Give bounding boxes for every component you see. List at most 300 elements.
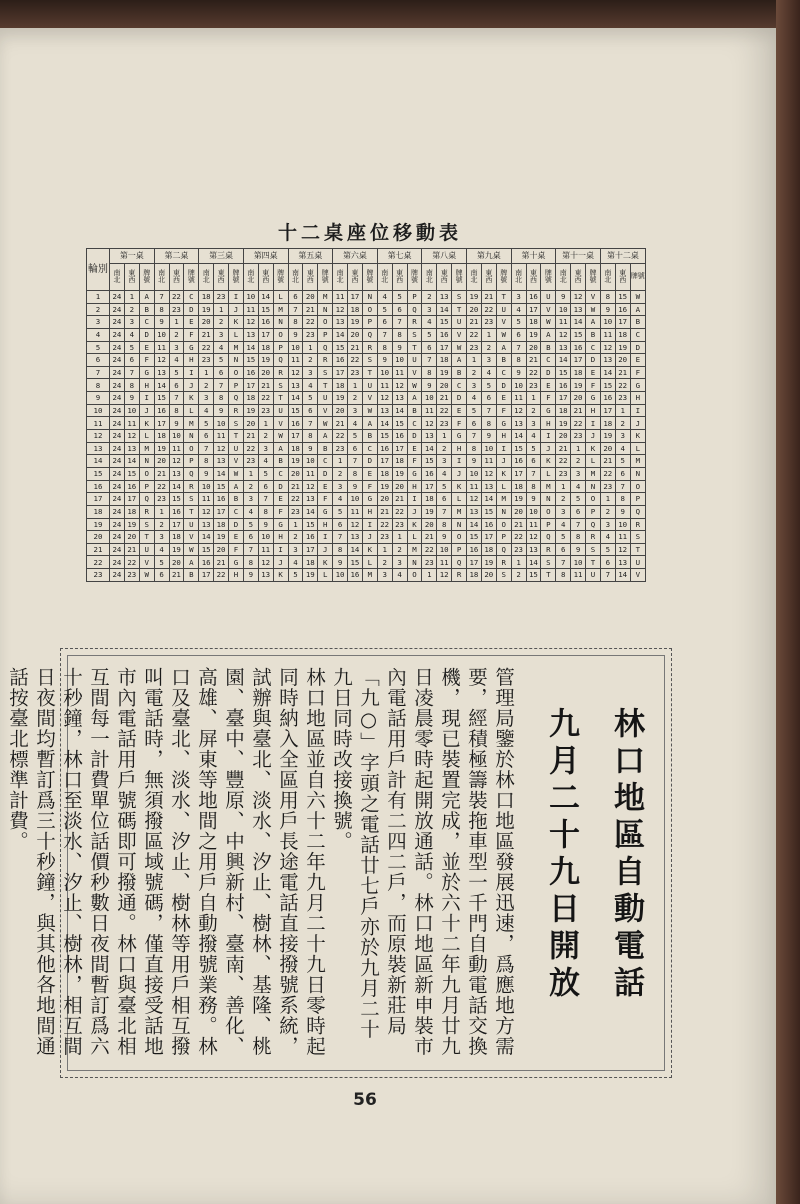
table-cell: S bbox=[139, 518, 154, 531]
table-cell: W bbox=[139, 569, 154, 582]
table-cell: B bbox=[318, 442, 333, 455]
table-cell: 22 bbox=[511, 531, 526, 544]
table-cell: I bbox=[541, 430, 556, 443]
table-cell: B bbox=[630, 316, 645, 329]
table-group-header: 第四桌 bbox=[243, 249, 288, 264]
table-cell: 22 bbox=[214, 569, 229, 582]
table-cell: L bbox=[541, 467, 556, 480]
table-cell: 4 bbox=[199, 404, 214, 417]
table-cell: S bbox=[630, 531, 645, 544]
table-cell: 3 bbox=[154, 531, 169, 544]
table-cell: 23 bbox=[258, 404, 273, 417]
table-cell: 16 bbox=[377, 442, 392, 455]
table-cell: U bbox=[229, 442, 244, 455]
table-cell: 11 bbox=[481, 455, 496, 468]
table-group-header: 第十桌 bbox=[511, 249, 556, 264]
table-cell: Q bbox=[184, 467, 199, 480]
table-cell: 5 bbox=[511, 316, 526, 329]
table-cell: S bbox=[496, 569, 511, 582]
table-cell: 17 bbox=[437, 341, 452, 354]
table-cell: 7 bbox=[392, 316, 407, 329]
table-cell: 9 bbox=[392, 341, 407, 354]
table-cell: Q bbox=[407, 303, 422, 316]
table-cell: 1 bbox=[571, 442, 586, 455]
table-cell: 8 bbox=[556, 569, 571, 582]
table-cell: U bbox=[273, 404, 288, 417]
table-cell: 16 bbox=[124, 480, 139, 493]
table-cell: D bbox=[541, 366, 556, 379]
table-cell: 12 bbox=[243, 316, 258, 329]
table-cell: 14 bbox=[511, 430, 526, 443]
table-cell: 11 bbox=[169, 442, 184, 455]
table-cell: 4 bbox=[258, 455, 273, 468]
table-cell: F bbox=[273, 505, 288, 518]
table-cell: 12 bbox=[467, 493, 482, 506]
table-cell: 21 bbox=[154, 467, 169, 480]
table-cell: 13 bbox=[526, 543, 541, 556]
table-cell: 1 bbox=[600, 493, 615, 506]
table-cell: 19 bbox=[288, 455, 303, 468]
table-cell: I bbox=[496, 442, 511, 455]
table-cell: 2 bbox=[169, 328, 184, 341]
table-cell: W bbox=[452, 341, 467, 354]
table-cell: M bbox=[184, 417, 199, 430]
table-cell: B bbox=[362, 430, 377, 443]
table-cell: 4 bbox=[124, 328, 139, 341]
table-cell: 19 bbox=[600, 430, 615, 443]
table-cell: 12 bbox=[481, 467, 496, 480]
table-cell: W bbox=[496, 328, 511, 341]
table-cell: 8 bbox=[303, 430, 318, 443]
table-row bbox=[87, 467, 646, 480]
table-cell: 21 bbox=[437, 392, 452, 405]
table-cell: 18 bbox=[214, 518, 229, 531]
table-cell: 3 bbox=[526, 417, 541, 430]
table-cell: W bbox=[362, 404, 377, 417]
table-cell: 3 bbox=[467, 379, 482, 392]
table-cell: 20 bbox=[169, 556, 184, 569]
table-cell: 20 bbox=[481, 569, 496, 582]
table-cell: H bbox=[362, 505, 377, 518]
table-cell: L bbox=[407, 531, 422, 544]
table-cell: W bbox=[586, 303, 601, 316]
table-cell: 6 bbox=[303, 404, 318, 417]
headline-line-1: 林口地區自動電話 bbox=[608, 707, 644, 1003]
table-cell: 23 bbox=[467, 341, 482, 354]
table-cell: 16 bbox=[600, 392, 615, 405]
table-cell: 11 bbox=[467, 480, 482, 493]
table-cell: 2 bbox=[303, 354, 318, 367]
table-cell: F bbox=[630, 366, 645, 379]
table-cell: 6 bbox=[392, 303, 407, 316]
table-cell: 14 bbox=[288, 392, 303, 405]
table-cell: 7 bbox=[124, 366, 139, 379]
table-cell: 5 bbox=[303, 392, 318, 405]
table-row bbox=[87, 291, 646, 304]
table-cell: W bbox=[630, 291, 645, 304]
table-cell: J bbox=[273, 556, 288, 569]
table-cell: 23 bbox=[348, 366, 363, 379]
table-sub-header: 東西 bbox=[169, 264, 184, 291]
table-cell: 23 bbox=[377, 531, 392, 544]
table-cell: 12 bbox=[288, 366, 303, 379]
table-cell: 7 bbox=[481, 404, 496, 417]
table-cell: 10 bbox=[303, 455, 318, 468]
table-row bbox=[87, 328, 646, 341]
table-cell: 10 bbox=[422, 392, 437, 405]
table-cell: 21 bbox=[511, 518, 526, 531]
table-cell: 11 bbox=[348, 505, 363, 518]
table-cell: K bbox=[318, 556, 333, 569]
table-cell: 3 bbox=[511, 291, 526, 304]
table-cell: 18 bbox=[467, 569, 482, 582]
table-cell: G bbox=[184, 341, 199, 354]
table-cell: F bbox=[139, 354, 154, 367]
table-cell: O bbox=[229, 366, 244, 379]
table-cell: 3 bbox=[303, 366, 318, 379]
table-cell: 2 bbox=[243, 480, 258, 493]
table-cell: 15 bbox=[288, 404, 303, 417]
table-sub-header: 東西 bbox=[124, 264, 139, 291]
table-cell: 10 bbox=[199, 480, 214, 493]
round-number-cell: 6 bbox=[87, 354, 110, 367]
table-sub-header: 牌號 bbox=[318, 264, 333, 291]
table-cell: 20 bbox=[288, 467, 303, 480]
table-cell: 15 bbox=[333, 341, 348, 354]
table-cell: 11 bbox=[333, 291, 348, 304]
table-sub-header: 南北 bbox=[333, 264, 348, 291]
table-cell: 11 bbox=[422, 404, 437, 417]
table-row bbox=[87, 404, 646, 417]
table-cell: 10 bbox=[258, 531, 273, 544]
round-number-cell: 10 bbox=[87, 404, 110, 417]
table-cell: 23 bbox=[214, 291, 229, 304]
table-cell: 6 bbox=[154, 569, 169, 582]
table-cell: E bbox=[452, 404, 467, 417]
table-cell: 5 bbox=[615, 455, 630, 468]
table-cell: R bbox=[229, 404, 244, 417]
table-cell: M bbox=[496, 493, 511, 506]
table-cell: C bbox=[407, 417, 422, 430]
table-cell: 3 bbox=[422, 303, 437, 316]
table-cell: V bbox=[273, 417, 288, 430]
table-cell: 2 bbox=[214, 316, 229, 329]
article-paragraph-1: 管理局鑒於林口地區發展迅速，爲應地方需要，經積極籌裝拖車型一千門自動電話交換機，現已裝置完成，並於六十二年九月廿九日凌晨零時起開放通話。林口地區新申裝市內電話用戶計有二四二戶，而原裝新莊局「九○」字頭之電話廿七戶亦於九月二十九日同時改接換號。 bbox=[330, 667, 515, 1057]
table-cell: 12 bbox=[199, 505, 214, 518]
table-cell: V bbox=[630, 569, 645, 582]
table-cell: 17 bbox=[392, 442, 407, 455]
table-cell: 19 bbox=[467, 291, 482, 304]
table-cell: E bbox=[541, 379, 556, 392]
table-cell: 12 bbox=[377, 392, 392, 405]
table-cell: 5 bbox=[600, 543, 615, 556]
table-cell: 16 bbox=[392, 430, 407, 443]
table-cell: 16 bbox=[243, 366, 258, 379]
table-cell: A bbox=[452, 354, 467, 367]
table-cell: R bbox=[630, 518, 645, 531]
round-number-cell: 11 bbox=[87, 417, 110, 430]
table-cell: 14 bbox=[437, 303, 452, 316]
table-cell: Q bbox=[229, 392, 244, 405]
table-cell: V bbox=[362, 392, 377, 405]
table-cell: 8 bbox=[526, 480, 541, 493]
table-cell: O bbox=[273, 328, 288, 341]
table-cell: 11 bbox=[124, 417, 139, 430]
table-cell: V bbox=[407, 366, 422, 379]
table-cell: 2 bbox=[348, 392, 363, 405]
table-cell: 11 bbox=[437, 556, 452, 569]
book-spine-top bbox=[0, 0, 800, 30]
table-cell: 3 bbox=[437, 455, 452, 468]
table-sub-header: 南北 bbox=[422, 264, 437, 291]
table-cell: R bbox=[541, 543, 556, 556]
table-cell: 8 bbox=[437, 518, 452, 531]
round-number-cell: 4 bbox=[87, 328, 110, 341]
table-cell: 9 bbox=[169, 417, 184, 430]
table-cell: 3 bbox=[615, 430, 630, 443]
table-cell: 7 bbox=[288, 303, 303, 316]
table-cell: 3 bbox=[199, 392, 214, 405]
table-cell: R bbox=[407, 316, 422, 329]
table-cell: S bbox=[273, 379, 288, 392]
table-cell: 4 bbox=[526, 430, 541, 443]
round-number-cell: 1 bbox=[87, 291, 110, 304]
table-cell: C bbox=[586, 341, 601, 354]
table-cell: W bbox=[541, 316, 556, 329]
table-row bbox=[87, 531, 646, 544]
table-cell: J bbox=[541, 442, 556, 455]
table-cell: 17 bbox=[169, 518, 184, 531]
table-cell: G bbox=[273, 518, 288, 531]
table-cell: L bbox=[139, 430, 154, 443]
table-cell: T bbox=[630, 543, 645, 556]
table-cell: 22 bbox=[615, 379, 630, 392]
table-cell: 19 bbox=[422, 505, 437, 518]
table-cell: 24 bbox=[110, 316, 125, 329]
table-cell: 7 bbox=[333, 531, 348, 544]
table-cell: I bbox=[452, 455, 467, 468]
table-cell: 19 bbox=[333, 392, 348, 405]
table-row bbox=[87, 392, 646, 405]
table-cell: E bbox=[184, 316, 199, 329]
table-cell: 4 bbox=[288, 556, 303, 569]
table-cell: 24 bbox=[110, 291, 125, 304]
table-cell: 23 bbox=[243, 455, 258, 468]
table-cell: 3 bbox=[377, 569, 392, 582]
table-cell: 4 bbox=[600, 531, 615, 544]
table-cell: 10 bbox=[437, 543, 452, 556]
table-cell: 10 bbox=[615, 518, 630, 531]
table-cell: 16 bbox=[348, 569, 363, 582]
table-cell: V bbox=[496, 316, 511, 329]
table-cell: 9 bbox=[303, 442, 318, 455]
table-cell: 9 bbox=[571, 543, 586, 556]
round-number-cell: 3 bbox=[87, 316, 110, 329]
table-sub-header: 南北 bbox=[110, 264, 125, 291]
table-cell: 3 bbox=[348, 404, 363, 417]
table-cell: 7 bbox=[422, 354, 437, 367]
table-row bbox=[87, 455, 646, 468]
table-cell: Q bbox=[362, 328, 377, 341]
table-cell: E bbox=[229, 531, 244, 544]
table-cell: R bbox=[362, 341, 377, 354]
table-cell: 17 bbox=[199, 569, 214, 582]
table-cell: 6 bbox=[199, 430, 214, 443]
table-cell: 20 bbox=[437, 379, 452, 392]
table-cell: G bbox=[496, 417, 511, 430]
table-cell: 6 bbox=[333, 518, 348, 531]
table-cell: T bbox=[496, 291, 511, 304]
table-cell: Q bbox=[541, 531, 556, 544]
table-cell: N bbox=[273, 316, 288, 329]
table-cell: 9 bbox=[437, 531, 452, 544]
table-cell: 22 bbox=[258, 392, 273, 405]
table-cell: 22 bbox=[556, 455, 571, 468]
table-cell: T bbox=[139, 531, 154, 544]
table-cell: 9 bbox=[481, 430, 496, 443]
table-cell: 4 bbox=[556, 518, 571, 531]
table-cell: 18 bbox=[437, 354, 452, 367]
table-sub-header: 牌號 bbox=[452, 264, 467, 291]
table-cell: 1 bbox=[333, 455, 348, 468]
table-cell: 21 bbox=[199, 328, 214, 341]
table-cell: 15 bbox=[571, 328, 586, 341]
table-cell: A bbox=[496, 341, 511, 354]
table-cell: 11 bbox=[571, 569, 586, 582]
table-cell: T bbox=[229, 430, 244, 443]
table-cell: 6 bbox=[348, 442, 363, 455]
table-cell: 23 bbox=[481, 316, 496, 329]
round-number-cell: 13 bbox=[87, 442, 110, 455]
round-number-cell: 18 bbox=[87, 505, 110, 518]
table-cell: 23 bbox=[154, 493, 169, 506]
table-cell: 15 bbox=[258, 303, 273, 316]
table-cell: S bbox=[362, 354, 377, 367]
table-cell: 12 bbox=[214, 442, 229, 455]
table-sub-header: 東西 bbox=[526, 264, 541, 291]
table-cell: 12 bbox=[303, 480, 318, 493]
table-cell: W bbox=[273, 430, 288, 443]
table-cell: 5 bbox=[258, 467, 273, 480]
table-cell: 14 bbox=[556, 354, 571, 367]
table-cell: Q bbox=[452, 556, 467, 569]
table-cell: 2 bbox=[467, 366, 482, 379]
table-cell: 10 bbox=[467, 467, 482, 480]
table-cell: 5 bbox=[333, 505, 348, 518]
table-cell: 15 bbox=[124, 467, 139, 480]
table-cell: 3 bbox=[214, 328, 229, 341]
table-cell: T bbox=[273, 392, 288, 405]
table-sub-header: 牌號 bbox=[630, 264, 645, 291]
table-cell: L bbox=[630, 442, 645, 455]
table-cell: 18 bbox=[511, 480, 526, 493]
table-cell: V bbox=[229, 455, 244, 468]
table-cell: 24 bbox=[110, 556, 125, 569]
table-cell: 9 bbox=[199, 467, 214, 480]
round-number-cell: 23 bbox=[87, 569, 110, 582]
table-cell: C bbox=[139, 316, 154, 329]
table-cell: 22 bbox=[392, 505, 407, 518]
table-cell: 15 bbox=[556, 366, 571, 379]
table-group-header: 第十二桌 bbox=[600, 249, 645, 264]
table-cell: 4 bbox=[348, 417, 363, 430]
table-cell: 23 bbox=[556, 467, 571, 480]
table-cell: 17 bbox=[154, 417, 169, 430]
table-cell: S bbox=[184, 493, 199, 506]
table-cell: V bbox=[139, 556, 154, 569]
table-cell: I bbox=[229, 291, 244, 304]
table-sub-header: 南北 bbox=[600, 264, 615, 291]
table-sub-header: 牌號 bbox=[407, 264, 422, 291]
table-cell: 18 bbox=[615, 328, 630, 341]
table-cell: 20 bbox=[258, 366, 273, 379]
table-cell: C bbox=[362, 442, 377, 455]
table-cell: P bbox=[229, 379, 244, 392]
table-cell: 13 bbox=[124, 442, 139, 455]
table-cell: 21 bbox=[571, 404, 586, 417]
table-cell: 3 bbox=[124, 316, 139, 329]
table-cell: 8 bbox=[258, 505, 273, 518]
table-cell: 23 bbox=[303, 328, 318, 341]
table-cell: D bbox=[229, 518, 244, 531]
table-cell: 2 bbox=[571, 455, 586, 468]
table-cell: 9 bbox=[377, 354, 392, 367]
table-cell: H bbox=[586, 404, 601, 417]
table-cell: U bbox=[630, 556, 645, 569]
table-cell: V bbox=[541, 303, 556, 316]
table-row bbox=[87, 430, 646, 443]
table-cell: 8 bbox=[154, 303, 169, 316]
table-cell: 3 bbox=[243, 493, 258, 506]
table-cell: 1 bbox=[199, 366, 214, 379]
table-cell: T bbox=[452, 303, 467, 316]
table-cell: 1 bbox=[154, 505, 169, 518]
table-sub-header: 東西 bbox=[571, 264, 586, 291]
table-row bbox=[87, 442, 646, 455]
table-cell: 6 bbox=[481, 392, 496, 405]
table-cell: 21 bbox=[556, 442, 571, 455]
table-cell: I bbox=[273, 543, 288, 556]
table-cell: 21 bbox=[258, 379, 273, 392]
table-cell: 6 bbox=[258, 480, 273, 493]
table-cell: 9 bbox=[214, 404, 229, 417]
table-cell: 11 bbox=[258, 543, 273, 556]
table-cell: S bbox=[407, 328, 422, 341]
table-cell: 20 bbox=[600, 442, 615, 455]
table-cell: A bbox=[630, 303, 645, 316]
table-cell: K bbox=[452, 480, 467, 493]
table-cell: 21 bbox=[124, 543, 139, 556]
table-cell: 19 bbox=[511, 493, 526, 506]
table-cell: 9 bbox=[511, 366, 526, 379]
table-sub-header: 南北 bbox=[199, 264, 214, 291]
table-cell: 11 bbox=[199, 493, 214, 506]
table-cell: 10 bbox=[288, 341, 303, 354]
table-cell: J bbox=[586, 430, 601, 443]
table-cell: 1 bbox=[303, 341, 318, 354]
table-cell: 22 bbox=[303, 316, 318, 329]
table-cell: U bbox=[362, 379, 377, 392]
table-group-header: 第十一桌 bbox=[556, 249, 601, 264]
table-cell: 24 bbox=[110, 354, 125, 367]
table-cell: 24 bbox=[110, 417, 125, 430]
table-cell: 4 bbox=[303, 379, 318, 392]
table-cell: R bbox=[452, 569, 467, 582]
table-sub-header: 南北 bbox=[154, 264, 169, 291]
table-cell: 20 bbox=[467, 303, 482, 316]
table-cell: 16 bbox=[615, 303, 630, 316]
table-cell: 13 bbox=[243, 328, 258, 341]
